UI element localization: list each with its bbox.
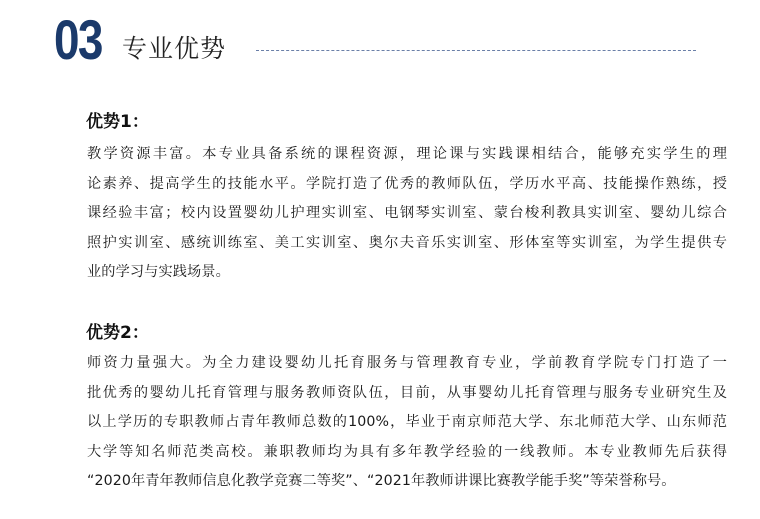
paragraph-line: 批优秀的婴幼儿托育管理与服务教师资队伍，目前，从事婴幼儿托育管理与服务专业研究生及 <box>87 384 727 401</box>
paragraph-line: 照护实训室、感统训练室、美工实训室、奥尔夫音乐实训室、形体室等实训室，为学生提供专 <box>87 234 727 251</box>
paragraph-line: 师资力量强大。为全力建设婴幼儿托育服务与管理教育专业，学前教育学院专门打造了一 <box>87 355 727 371</box>
paragraph-line: 论素养、提高学生的技能水平。学院打造了优秀的教师队伍，学历水平高、技能操作熟练，授 <box>87 175 727 192</box>
dashed-divider <box>256 50 696 51</box>
paragraph-line: 教学资源丰富。本专业具备系统的课程资源，理论课与实践课相结合，能够充实学生的理 <box>87 146 727 162</box>
paragraph-line: 以上学历的专职教师占青年教师总数的100%，毕业于南京师范大学、东北师范大学、山东师范 <box>87 414 727 430</box>
paragraph-line: 大学等知名师范类高校。兼职教师均为具有多年教学经验的一线教师。本专业教师先后获得 <box>87 443 727 460</box>
advantage-1-paragraph <box>87 140 727 288</box>
paragraph-line: 课经验丰富；校内设置婴幼儿护理实训室、电钢琴实训室、蒙台梭利教具实训室、婴幼儿综合 <box>87 205 727 221</box>
advantage-2-paragraph <box>87 349 727 497</box>
section-number: 03 <box>54 8 102 71</box>
advantage-2-heading: 优势2： <box>86 323 149 343</box>
paragraph-line: “2020年青年教师信息化教学竞赛二等奖”、“2021年教师讲课比赛教学能手奖”等荣誉称号。 <box>87 473 676 489</box>
advantage-1-heading: 优势1： <box>86 112 149 132</box>
paragraph-line: 业的学习与实践场景。 <box>87 264 230 280</box>
section-title: 专业优势 <box>122 34 227 63</box>
